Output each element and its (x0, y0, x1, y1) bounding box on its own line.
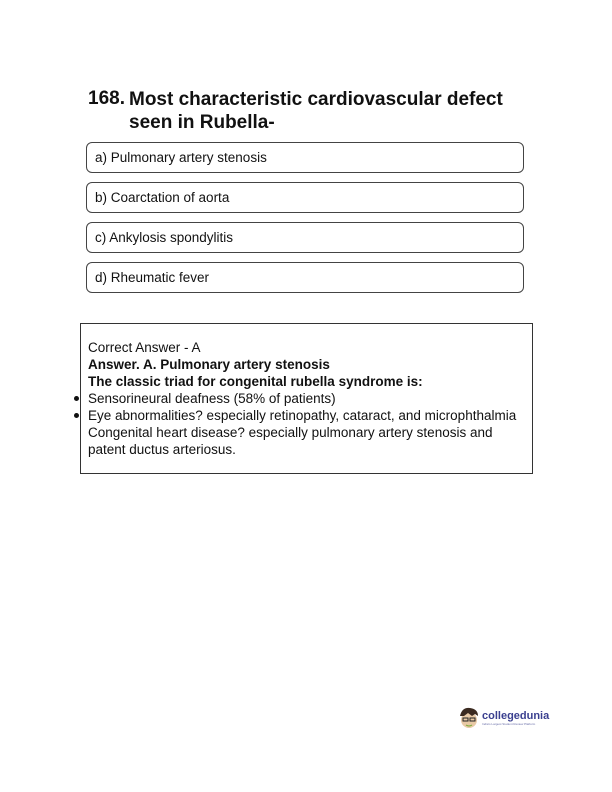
answer-bullet: Eye abnormalities? especially retinopathy, cataract, and microphthalmia Congenital heart disease? especially pulmonary artery stenosis and patent ductus arteriosus. (88, 407, 528, 458)
logo-tagline: India's Largest Student Review Platform (482, 721, 536, 726)
option-d[interactable]: d) Rheumatic fever (86, 262, 524, 293)
question-text: Most characteristic cardiovascular defect seen in Rubella- (129, 89, 503, 133)
option-c[interactable]: c) Ankylosis spondylitis (86, 222, 524, 253)
question-number: 168. (88, 88, 125, 109)
correct-answer: Correct Answer - A (88, 340, 201, 355)
answer-heading: Answer. A. Pulmonary artery stenosis (88, 357, 330, 372)
option-b[interactable]: b) Coarctation of aorta (86, 182, 524, 213)
logo-name: collegedunia (482, 709, 550, 722)
answer-content (88, 339, 528, 458)
answer-subheading: The classic triad for congenital rubella syndrome is: (88, 374, 423, 389)
mascot-icon (458, 706, 480, 730)
collegedunia-logo (458, 706, 549, 730)
option-a[interactable]: a) Pulmonary artery stenosis (86, 142, 524, 173)
answer-bullet: Sensorineural deafness (58% of patients) (88, 390, 528, 407)
